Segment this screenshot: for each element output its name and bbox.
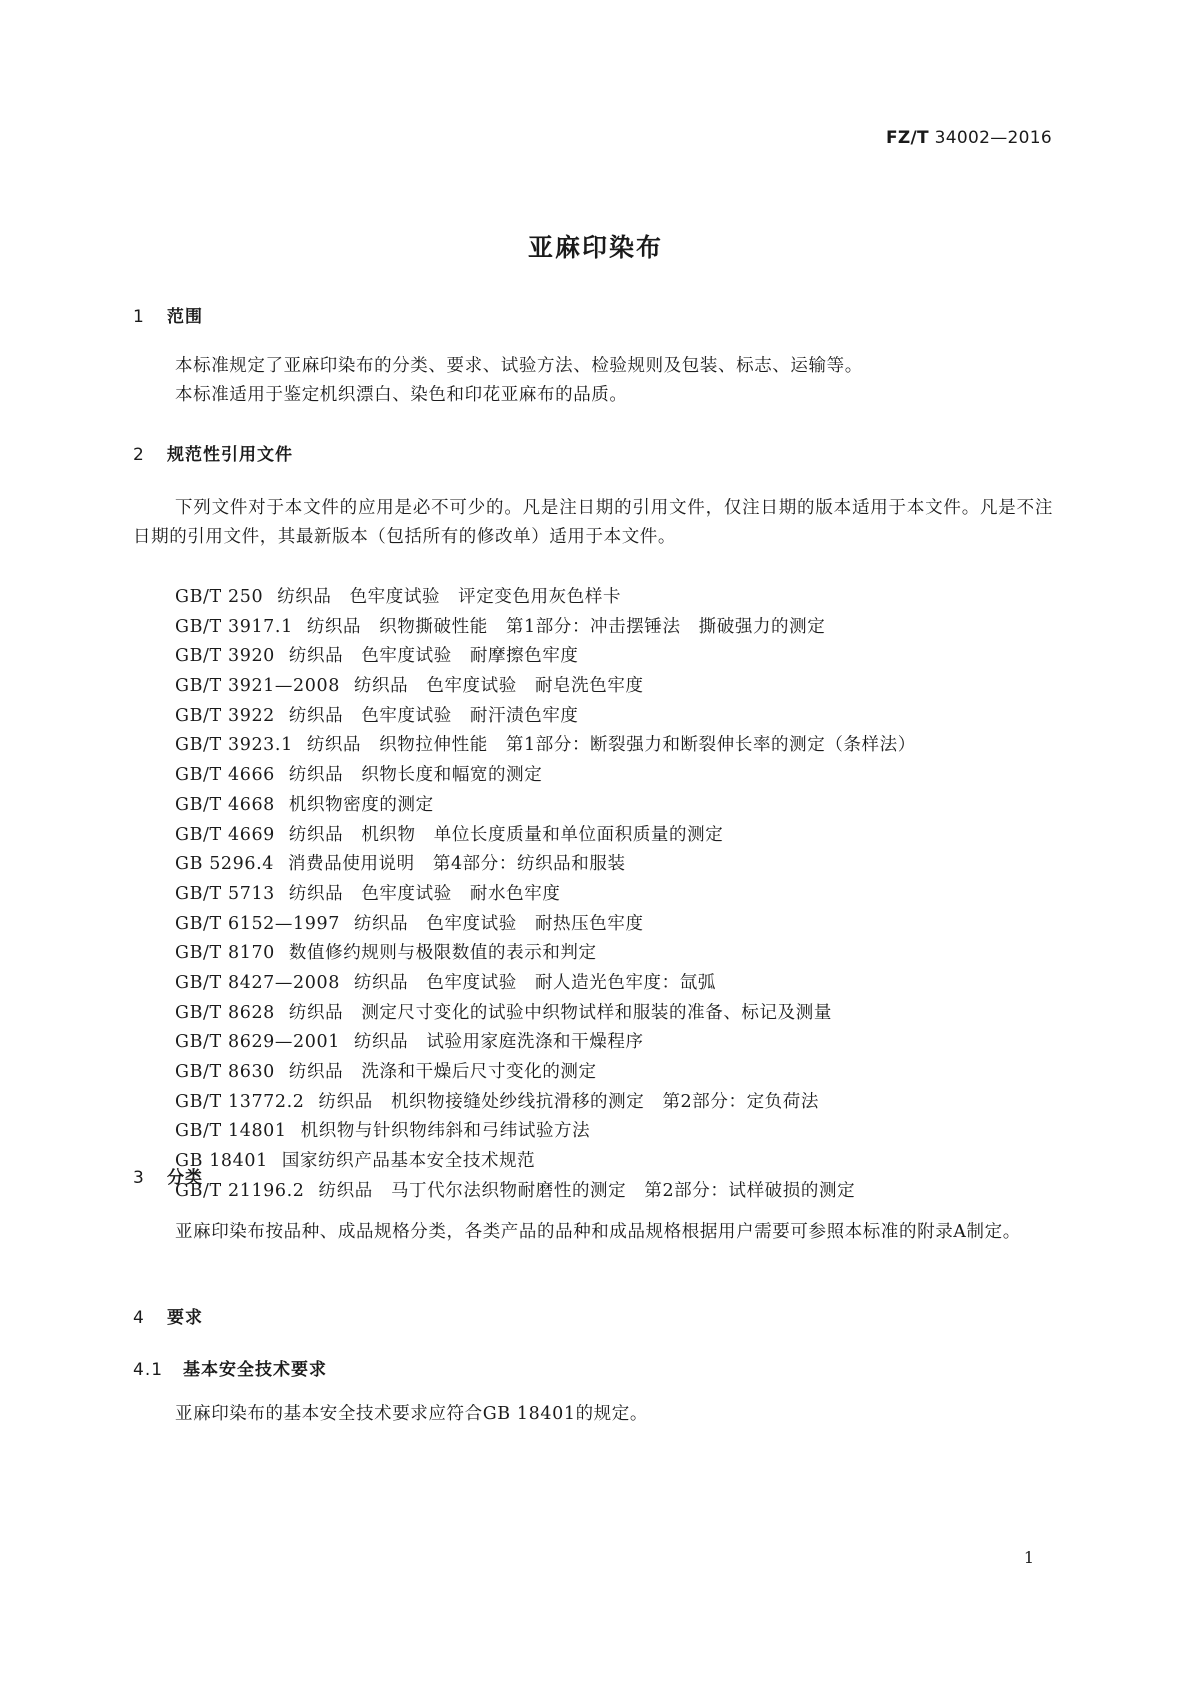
reference-code: GB/T 3923.1 <box>175 735 293 756</box>
section-title: 分类 <box>167 1168 203 1188</box>
reference-code: GB/T 3920 <box>175 646 275 667</box>
reference-code: GB/T 8629—2001 <box>175 1032 340 1053</box>
reference-item <box>175 850 916 880</box>
paragraph: 亚麻印染布的基本安全技术要求应符合GB 18401的规定。 <box>175 1404 648 1424</box>
reference-title: 纺织品 色牢度试验 耐皂洗色牢度 <box>353 676 644 697</box>
reference-title: 国家纺织产品基本安全技术规范 <box>281 1151 536 1172</box>
reference-item <box>175 999 916 1029</box>
section-4-heading <box>133 1303 203 1328</box>
reference-item <box>175 1028 916 1058</box>
section-title: 规范性引用文件 <box>167 445 293 465</box>
paragraph: 亚麻印染布按品种、成品规格分类，各类产品的品种和成品规格根据用户需要可参照本标准的附录A制定。 <box>175 1222 1021 1242</box>
section-number: 2 <box>133 445 145 465</box>
reference-item <box>175 880 916 910</box>
reference-code: GB/T 8170 <box>175 943 275 964</box>
reference-code: GB 18401 <box>175 1151 268 1172</box>
reference-item <box>175 821 916 851</box>
reference-code: GB/T 3917.1 <box>175 616 293 637</box>
reference-title: 纺织品 色牢度试验 评定变色用灰色样卡 <box>277 587 622 607</box>
reference-item <box>175 1117 916 1147</box>
reference-title: 纺织品 洗涤和干燥后尺寸变化的测定 <box>288 1062 597 1082</box>
reference-item <box>175 583 916 613</box>
reference-item <box>175 1177 916 1207</box>
reference-item <box>175 1147 916 1177</box>
paragraph: 本标准适用于鉴定机织漂白、染色和印花亚麻布的品质。 <box>175 385 628 405</box>
reference-title: 机织物密度的测定 <box>288 794 434 815</box>
section-2-heading <box>133 440 293 465</box>
reference-item <box>175 1088 916 1118</box>
reference-title: 纺织品 色牢度试验 耐摩擦色牢度 <box>288 646 579 667</box>
reference-item <box>175 1058 916 1088</box>
reference-title: 数值修约规则与极限数值的表示和判定 <box>288 943 597 964</box>
reference-code: GB 5296.4 <box>175 854 275 875</box>
reference-code: GB/T 4666 <box>175 765 275 786</box>
reference-title: 纺织品 色牢度试验 耐水色牢度 <box>288 883 561 904</box>
section-title: 要求 <box>167 1308 203 1328</box>
reference-title: 纺织品 色牢度试验 耐热压色牢度 <box>353 913 644 934</box>
section-number: 1 <box>133 307 145 327</box>
standard-prefix: FZ/T <box>885 128 929 148</box>
section-4-1-heading <box>133 1355 327 1380</box>
section-title: 基本安全技术要求 <box>183 1360 327 1380</box>
section-title: 范围 <box>167 307 203 327</box>
reference-title: 纺织品 机织物接缝处纱线抗滑移的测定 第2部分：定负荷法 <box>318 1091 819 1112</box>
reference-title: 机织物与针织物纬斜和弓纬试验方法 <box>300 1121 591 1142</box>
reference-title: 纺织品 测定尺寸变化的试验中织物试样和服装的准备、标记及测量 <box>288 1002 832 1023</box>
reference-code: GB/T 14801 <box>175 1121 287 1142</box>
reference-title: 纺织品 织物长度和幅宽的测定 <box>288 765 543 786</box>
reference-title: 纺织品 织物撕破性能 第1部分：冲击摆锤法 撕破强力的测定 <box>306 616 826 637</box>
paragraph: 下列文件对于本文件的应用是必不可少的。凡是注日期的引用文件，仅注日期的版本适用于本文件。凡是不注日期的引用文件，其最新版本（包括所有的修改单）适用于本文件。 <box>133 498 1053 547</box>
section-number: 3 <box>133 1168 145 1188</box>
reference-item <box>175 791 916 821</box>
reference-code: GB/T 3922 <box>175 705 275 726</box>
reference-code: GB/T 8628 <box>175 1002 275 1023</box>
reference-list <box>175 583 916 1206</box>
reference-title: 纺织品 马丁代尔法织物耐磨性的测定 第2部分：试样破损的测定 <box>318 1180 856 1201</box>
section-number: 4 <box>133 1308 145 1328</box>
reference-item <box>175 939 916 969</box>
document-title: 亚麻印染布 <box>527 233 663 262</box>
reference-code: GB/T 5713 <box>175 883 275 904</box>
reference-code: GB/T 13772.2 <box>175 1091 305 1112</box>
reference-code: GB/T 3921—2008 <box>175 676 340 697</box>
reference-title: 纺织品 织物拉伸性能 第1部分：断裂强力和断裂伸长率的测定（条样法） <box>306 735 916 756</box>
paragraph: 本标准规定了亚麻印染布的分类、要求、试验方法、检验规则及包装、标志、运输等。 <box>175 356 863 376</box>
reference-title: 纺织品 机织物 单位长度质量和单位面积质量的测定 <box>288 824 724 845</box>
reference-item <box>175 642 916 672</box>
reference-item <box>175 613 916 643</box>
reference-code: GB/T 21196.2 <box>175 1180 305 1201</box>
reference-item <box>175 910 916 940</box>
reference-title: 纺织品 试验用家庭洗涤和干燥程序 <box>353 1032 644 1053</box>
page-number: 1 <box>1023 1548 1034 1567</box>
reference-title: 消费品使用说明 第4部分：纺织品和服装 <box>288 854 626 875</box>
document-code <box>0 128 1052 148</box>
section-number: 4.1 <box>133 1360 164 1380</box>
reference-item <box>175 672 916 702</box>
reference-item <box>175 969 916 999</box>
section-1-heading <box>133 302 203 327</box>
reference-code: GB/T 6152—1997 <box>175 913 340 934</box>
standard-number: 34002—2016 <box>934 128 1052 148</box>
reference-title: 纺织品 色牢度试验 耐汗渍色牢度 <box>288 705 579 726</box>
reference-code: GB/T 250 <box>175 587 264 607</box>
reference-title: 纺织品 色牢度试验 耐人造光色牢度：氙弧 <box>353 972 716 993</box>
section-3-heading <box>133 1163 203 1188</box>
reference-code: GB/T 4668 <box>175 794 275 815</box>
reference-code: GB/T 8630 <box>175 1062 275 1082</box>
reference-code: GB/T 4669 <box>175 824 275 845</box>
reference-code: GB/T 8427—2008 <box>175 972 340 993</box>
reference-item <box>175 761 916 791</box>
reference-item <box>175 731 916 761</box>
reference-item <box>175 702 916 732</box>
